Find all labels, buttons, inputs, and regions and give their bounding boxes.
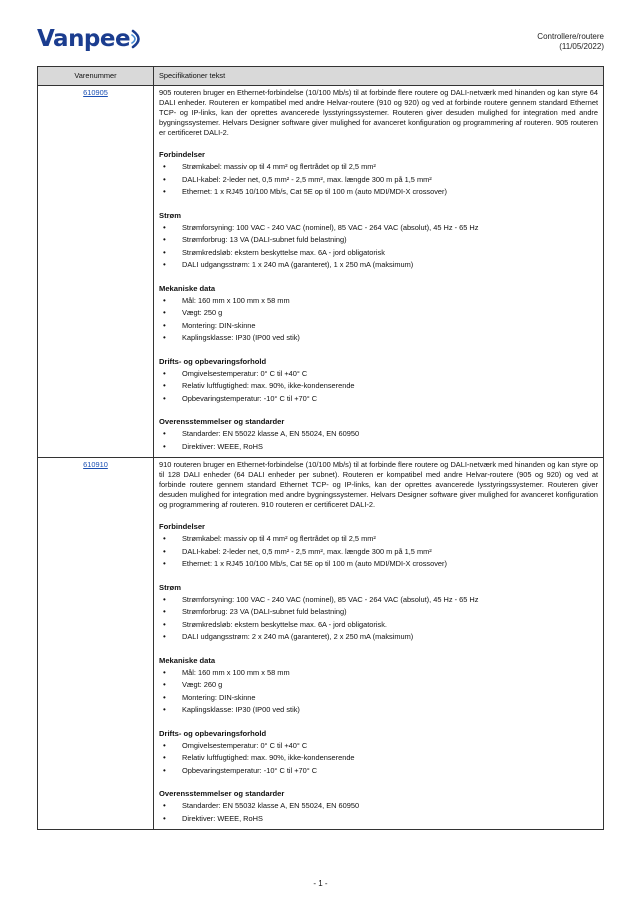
spec-list bbox=[159, 295, 598, 345]
product-number-link[interactable]: 610905 bbox=[83, 88, 108, 97]
spec-item: • Strømforbrug: 23 VA (DALI-subnet fuld belastning) bbox=[159, 606, 598, 619]
spec-item: • Direktiver: WEEE, RoHS bbox=[159, 813, 598, 826]
spec-item: • Montering: DIN-skinne bbox=[159, 320, 598, 333]
spec-list bbox=[159, 800, 598, 825]
spec-item: • Omgivelsestemperatur: 0° C til +40° C bbox=[159, 368, 598, 381]
specification-cell bbox=[154, 86, 604, 458]
spec-item: • Mål: 160 mm x 100 mm x 58 mm bbox=[159, 295, 598, 308]
spec-item: • Ethernet: 1 x RJ45 10/100 Mb/s, Cat 5E op til 100 m (auto MDI/MDI-X crossover) bbox=[159, 558, 598, 571]
spec-list bbox=[159, 667, 598, 717]
spec-list bbox=[159, 222, 598, 272]
spec-section-title: Mekaniske data bbox=[159, 283, 216, 293]
spec-item: • DALI udgangsstrøm: 1 x 240 mA (garanteret), 1 x 250 mA (maksimum) bbox=[159, 259, 598, 272]
swoosh-logo-icon bbox=[131, 28, 145, 50]
spec-item: • Montering: DIN-skinne bbox=[159, 692, 598, 705]
spec-item: • Omgivelsestemperatur: 0° C til +40° C bbox=[159, 740, 598, 753]
spec-section-title: Overensstemmelser og standarder bbox=[159, 417, 285, 426]
spec-item: • DALI-kabel: 2-leder net, 0,5 mm² - 2,5 mm², max. længde 300 m på 1,5 mm² bbox=[159, 546, 598, 559]
specification-table bbox=[37, 66, 604, 830]
spec-section-title: Forbindelser bbox=[159, 522, 205, 531]
spec-item: • DALI udgangsstrøm: 2 x 240 mA (garanteret), 2 x 250 mA (maksimum) bbox=[159, 631, 598, 644]
spec-section-title: Forbindelser bbox=[159, 150, 205, 159]
product-number-link[interactable]: 610910 bbox=[83, 460, 108, 469]
spec-item: • Strømforbrug: 13 VA (DALI-subnet fuld belastning) bbox=[159, 234, 598, 247]
spec-section bbox=[159, 150, 598, 199]
spec-item: • Kaplingsklasse: IP30 (IP00 ved stik) bbox=[159, 332, 598, 345]
spec-section-title: Overensstemmelser og standarder bbox=[159, 789, 285, 798]
page-number: - 1 - bbox=[313, 879, 328, 888]
spec-item: • DALI-kabel: 2-leder net, 0,5 mm² - 2,5 mm², max. længde 300 m på 1,5 mm² bbox=[159, 174, 598, 187]
specification-cell bbox=[154, 458, 604, 830]
spec-section bbox=[159, 729, 598, 778]
table-row bbox=[38, 458, 604, 830]
spec-item: • Strømforsyning: 100 VAC - 240 VAC (nominel), 85 VAC - 264 VAC (absolut), 45 Hz - 65 Hz bbox=[159, 222, 598, 235]
spec-item: • Standarder: EN 55032 klasse A, EN 55024, EN 60950 bbox=[159, 800, 598, 813]
product-number-cell bbox=[38, 86, 154, 458]
spec-item: • Opbevaringstemperatur: -10° C til +70° C bbox=[159, 765, 598, 778]
spec-list bbox=[159, 368, 598, 406]
spec-section bbox=[159, 284, 598, 345]
category-label: Controllere/routere bbox=[537, 32, 604, 41]
spec-section-title: Strøm bbox=[159, 210, 181, 220]
spec-item: • Standarder: EN 55022 klasse A, EN 55024, EN 60950 bbox=[159, 428, 598, 441]
spec-section-title: Drifts- og opbevaringsforhold bbox=[159, 356, 267, 366]
spec-section bbox=[159, 211, 598, 272]
column-header-product: Varenummer bbox=[38, 67, 154, 86]
spec-item: • Ethernet: 1 x RJ45 10/100 Mb/s, Cat 5E op til 100 m (auto MDI/MDI-X crossover) bbox=[159, 186, 598, 199]
spec-section bbox=[159, 522, 598, 571]
spec-item: • Strømforsyning: 100 VAC - 240 VAC (nominel), 85 VAC - 264 VAC (absolut), 45 Hz - 65 Hz bbox=[159, 594, 598, 607]
spec-list bbox=[159, 533, 598, 571]
table-row bbox=[38, 86, 604, 458]
spec-section bbox=[159, 656, 598, 717]
spec-section-title: Strøm bbox=[159, 582, 181, 592]
document-date: (11/05/2022) bbox=[559, 42, 604, 51]
spec-item: • Vægt: 260 g bbox=[159, 679, 598, 692]
spec-item: • Strømkabel: massiv op til 4 mm² og flertrådet op til 2,5 mm² bbox=[159, 533, 598, 546]
spec-list bbox=[159, 428, 598, 453]
spec-item: • Mål: 160 mm x 100 mm x 58 mm bbox=[159, 667, 598, 680]
spec-item: • Relativ luftfugtighed: max. 90%, ikke-kondenserende bbox=[159, 752, 598, 765]
spec-item: • Opbevaringstemperatur: -10° C til +70° C bbox=[159, 393, 598, 406]
spec-item: • Strømkredsløb: ekstern beskyttelse max. 6A - jord obligatorisk bbox=[159, 247, 598, 260]
spec-item: • Strømkabel: massiv op til 4 mm² og flertrådet op til 2,5 mm² bbox=[159, 161, 598, 174]
spec-section bbox=[159, 583, 598, 644]
product-number-cell bbox=[38, 458, 154, 830]
spec-item: • Direktiver: WEEE, RoHS bbox=[159, 441, 598, 454]
brand-name: Vanpee bbox=[37, 26, 131, 52]
spec-section bbox=[159, 417, 598, 453]
product-description: 910 routeren bruger en Ethernet-forbindelse (10/100 Mb/s) til at forbinde flere routere og DALI-netværk med hinanden og kan styre op til 128 DALI enheder (64 DALI enheder per subnet). Routeren er kompatibel med andre Helvar-routere (905 og 920) og ved at forbinde routere gennem standard Ethernet TCP- og IP-links, kan der oprettes avancerede lysstyringssystemer. Routeren giver desuden mulighed for integration med andre bygningssystemer. Helvars Designer software giver mulighed for avanceret konfiguration og programmering af routeren. 910 routeren er certificeret DALI-2. bbox=[159, 460, 598, 509]
spec-section-title: Drifts- og opbevaringsforhold bbox=[159, 728, 267, 738]
table-header-row bbox=[38, 67, 604, 86]
spec-list bbox=[159, 161, 598, 199]
vanpee-logo bbox=[37, 26, 145, 52]
spec-item: • Strømkredsløb: ekstern beskyttelse max. 6A - jord obligatorisk. bbox=[159, 619, 598, 632]
column-header-spec: Specifikationer tekst bbox=[154, 67, 604, 86]
spec-section bbox=[159, 357, 598, 406]
product-description: 905 routeren bruger en Ethernet-forbindelse (10/100 Mb/s) til at forbinde flere routere og DALI-netværk med hinanden og kan styre 64 DALI enheder. Routeren er kompatibel med andre Helvar-routere (910 og 920) og ved at forbinde routere gennem standard Ethernet TCP- og IP-links, kan der oprettes avancerede lysstyringssystemer. Routeren giver desuden mulighed for integration med andre bygningssystemer. Helvars Designer software giver mulighed for avanceret konfiguration og programmering af routeren. 905 routeren er certificeret DALI-2. bbox=[159, 88, 598, 137]
spec-item: • Kaplingsklasse: IP30 (IP00 ved stik) bbox=[159, 704, 598, 717]
spec-section bbox=[159, 789, 598, 825]
spec-list bbox=[159, 740, 598, 778]
spec-section-title: Mekaniske data bbox=[159, 655, 216, 665]
spec-item: • Vægt: 250 g bbox=[159, 307, 598, 320]
spec-item: • Relativ luftfugtighed: max. 90%, ikke-kondenserende bbox=[159, 380, 598, 393]
table-body bbox=[38, 86, 604, 830]
document-header-info bbox=[537, 32, 604, 52]
spec-list bbox=[159, 594, 598, 644]
